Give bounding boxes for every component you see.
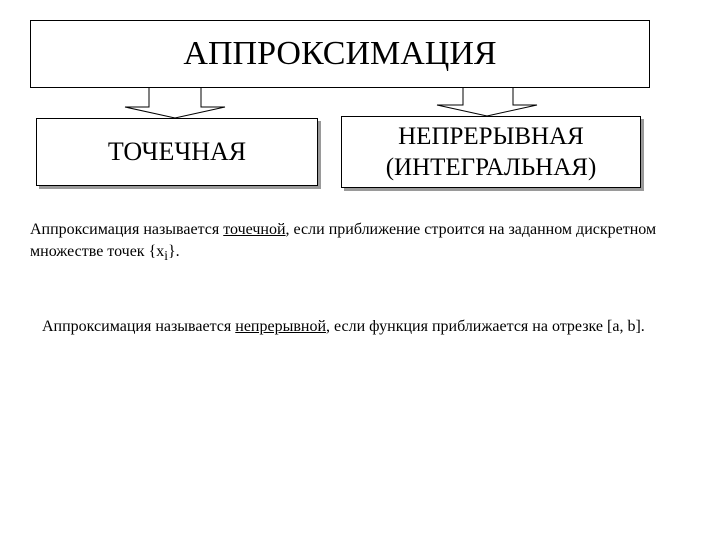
approximation-root-box (30, 20, 650, 88)
point-def-sub: i (164, 248, 168, 264)
point-def-term: точечной (223, 221, 286, 238)
arrow-to-point (125, 88, 225, 118)
point-def-end: }. (167, 243, 180, 260)
point-def-before: Аппроксимация называется (30, 221, 224, 238)
continuous-label-line1: НЕПРЕРЫВНАЯ (398, 122, 584, 150)
continuous-approximation-box (341, 116, 641, 188)
continuous-def-term: непрерывной (235, 318, 327, 335)
point-approximation-box (36, 118, 318, 186)
point-def-after: , если приближение строится на заданном дискретном множестве точек {x (30, 221, 657, 260)
arrow-to-continuous (437, 88, 537, 116)
continuous-label-line2: (ИНТЕГРАЛЬНАЯ) (385, 154, 597, 181)
root-label: АППРОКСИМАЦИЯ (183, 35, 497, 72)
point-label: ТОЧЕЧНАЯ (107, 137, 247, 166)
continuous-def-after: , если функция приближается на отрезке [a, b]. (326, 318, 645, 335)
point-definition (30, 219, 670, 267)
continuous-def-before: Аппроксимация называется (42, 318, 236, 335)
continuous-definition (42, 316, 682, 338)
